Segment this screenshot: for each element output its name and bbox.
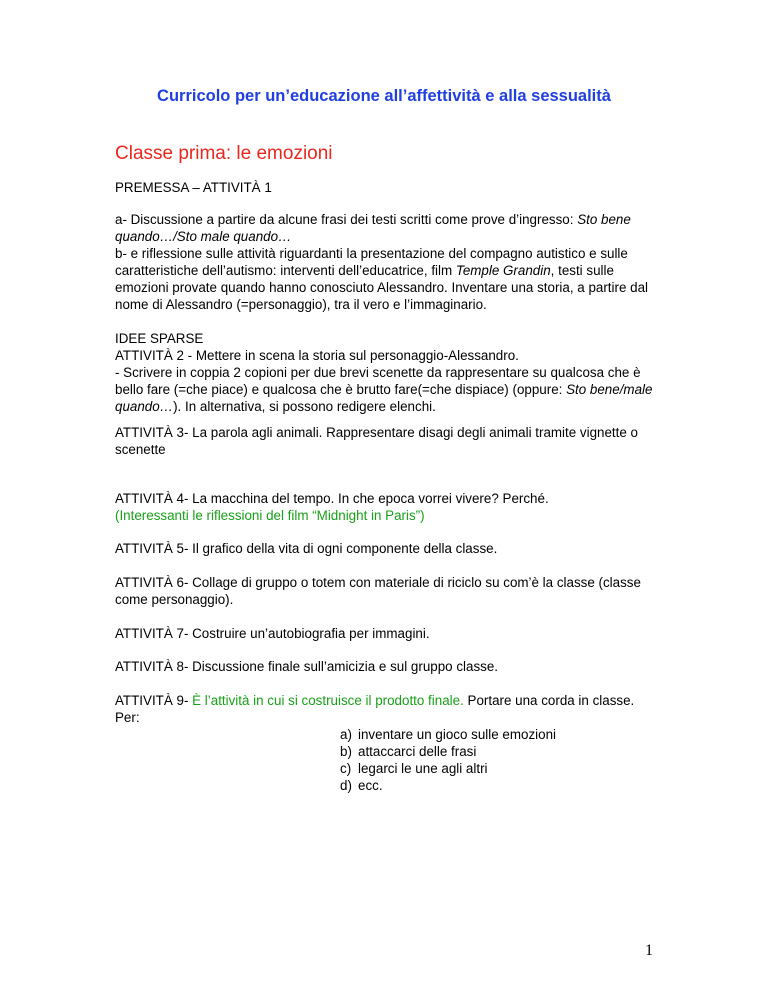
list-item-text: ecc. xyxy=(358,778,383,793)
activity-2: ATTIVITÀ 2 - Mettere in scena la storia sul personaggio-Alessandro. xyxy=(115,348,519,363)
paragraph-b-film-title: Temple Grandin xyxy=(455,263,551,278)
list-marker: d) xyxy=(340,778,352,793)
activity-2-detail xyxy=(115,364,655,415)
activity-9 xyxy=(115,692,655,726)
paragraph-a-italic: Sto bene quando…/Sto male quando… xyxy=(115,212,631,244)
paragraph-a xyxy=(115,211,655,245)
activity-7: ATTIVITÀ 7- Costruire un’autobiografia per immagini. xyxy=(115,626,430,641)
activity-4 xyxy=(115,490,655,524)
activity-6: ATTIVITÀ 6- Collage di gruppo o totem con materiale di riciclo su com’è la classe (classe come personaggio). xyxy=(115,575,641,607)
list-item-text: inventare un gioco sulle emozioni xyxy=(358,727,557,742)
premessa-label: PREMESSA – ATTIVITÀ 1 xyxy=(115,180,272,195)
list-item xyxy=(340,726,660,743)
activity-9-green-text: È l’attività in cui si costruisce il prodotto finale. xyxy=(192,693,464,708)
list-marker: c) xyxy=(340,761,352,776)
list-item-text: legarci le une agli altri xyxy=(358,761,488,776)
activity-9-list xyxy=(340,726,660,794)
list-item xyxy=(340,777,660,794)
activity-8: ATTIVITÀ 8- Discussione finale sull’amicizia e sul gruppo classe. xyxy=(115,659,499,674)
paragraph-b-text-2: , testi sulle emozioni provate quando hanno conosciuto Alessandro. Inventare una storia, a partire dal nome di Alessandro (=personaggio), tra il vero e l’immaginario. xyxy=(115,263,648,312)
list-item xyxy=(340,760,660,777)
section-heading: Classe prima: le emozioni xyxy=(115,143,333,164)
paragraph-b xyxy=(115,245,655,313)
paragraph-a-text: a- Discussione a partire da alcune frasi dei testi scritti come prove d’ingresso: xyxy=(115,212,578,227)
list-item-text: attaccarci delle frasi xyxy=(358,744,477,759)
activity-9-text: Portare una corda in classe. Per: xyxy=(115,693,635,725)
list-marker: b) xyxy=(340,744,352,759)
activity-3: ATTIVITÀ 3- La parola agli animali. Rappresentare disagi degli animali tramite vignette o scenette xyxy=(115,425,638,457)
list-marker: a) xyxy=(340,727,352,742)
paragraph-b-text: b- e riflessione sulle attività riguardanti la presentazione del compagno autistico e sulle caratteristiche dell’autismo: interventi dell’educatrice, film xyxy=(115,246,628,278)
activity-4-note: (Interessanti le riflessioni del film “Midnight in Paris”) xyxy=(115,508,425,523)
activity-2-detail-text: - Scrivere in coppia 2 copioni per due brevi scenette da rappresentare su qualcosa che è bello fare (=che piace) e qualcosa che è brutto fare(=che dispiace) (oppure: xyxy=(115,365,641,397)
list-item xyxy=(340,743,660,760)
activity-9-label: ATTIVITÀ 9- xyxy=(115,693,193,708)
activity-5: ATTIVITÀ 5- Il grafico della vita di ogni componente della classe. xyxy=(115,541,498,556)
activity-2-detail-italic: Sto bene/male quando… xyxy=(115,382,653,414)
activity-4-text: ATTIVITÀ 4- La macchina del tempo. In che epoca vorrei vivere? Perché. xyxy=(115,491,549,506)
page-number: 1 xyxy=(645,942,653,959)
activity-2-detail-text-2: ). In alternativa, si possono redigere elenchi. xyxy=(173,399,436,414)
document-title: Curricolo per un’educazione all’affettività e alla sessualità xyxy=(157,87,611,105)
idee-sparse-label: IDEE SPARSE xyxy=(115,331,204,346)
